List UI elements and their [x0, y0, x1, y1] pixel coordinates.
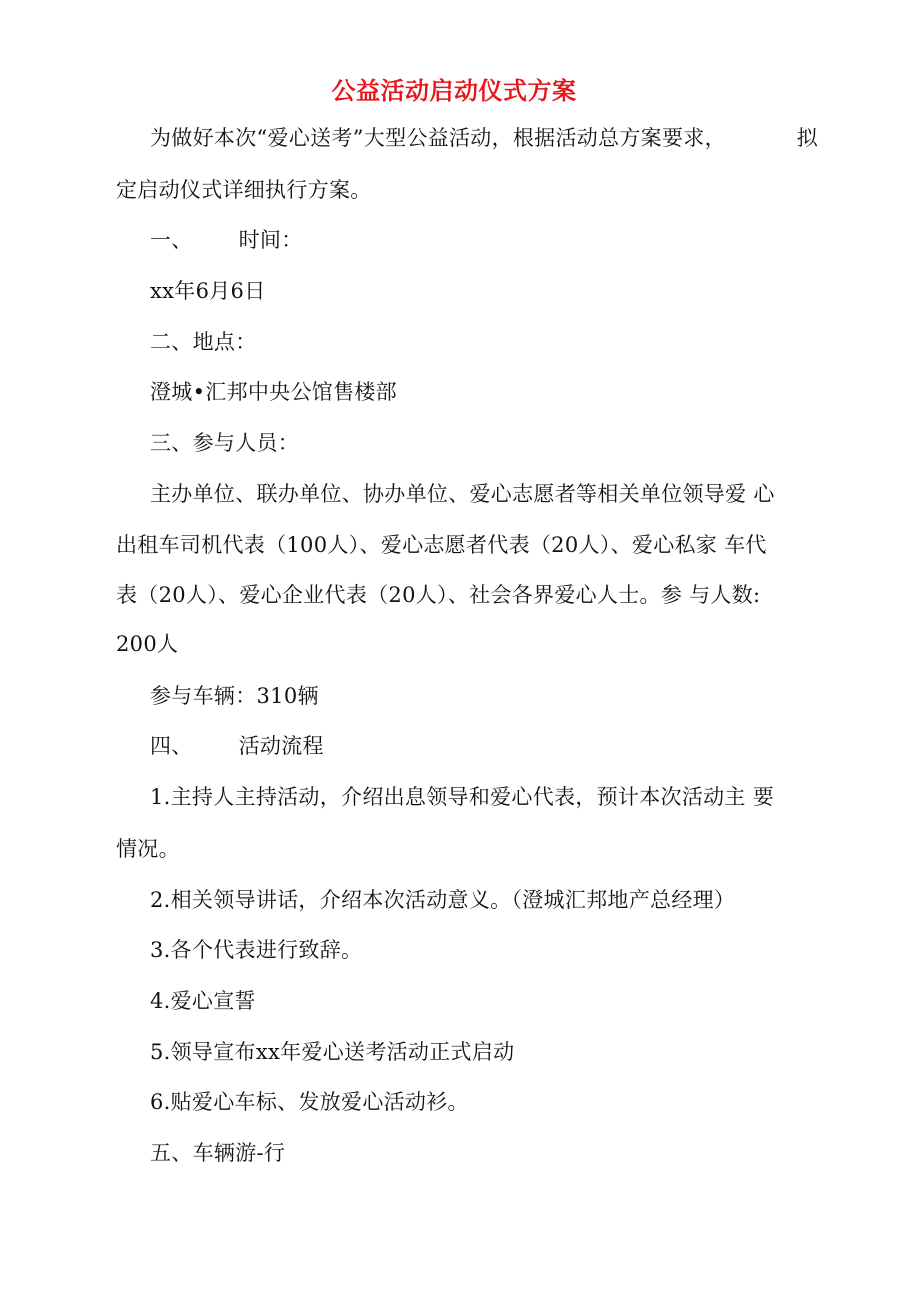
section-3-heading: 三、参与人员：: [150, 431, 300, 455]
section-1-heading: [150, 226, 303, 254]
document-title: 公益活动启动仪式方案: [331, 77, 577, 105]
step-1-line-2: 情况。: [116, 837, 180, 861]
intro-text-end: 拟: [796, 126, 818, 150]
vehicles-count: 参与车辆：310辆: [150, 684, 319, 708]
section-number: 四、: [150, 734, 193, 758]
section-4-heading: [150, 732, 324, 760]
section-label: 活动流程: [238, 734, 324, 758]
date-value: xx年6月6日: [150, 279, 266, 303]
step-4: 4.爱心宣誓: [150, 989, 256, 1013]
step-3: 3.各个代表进行致辞。: [150, 938, 363, 962]
section-label: 时间：: [238, 228, 303, 252]
section-2-heading: 二、地点：: [150, 330, 257, 354]
intro-line-1: [150, 124, 818, 152]
step-6: 6.贴爱心车标、发放爱心活动衫。: [150, 1090, 469, 1114]
participants-line-4: 200人: [116, 632, 179, 656]
step-5: 5.领导宣布xx年爱心送考活动正式启动: [150, 1040, 515, 1064]
intro-text: 为做好本次“爱心送考”大型公益活动，根据活动总方案要求，: [150, 126, 726, 150]
section-5-heading: 五、车辆游-行: [150, 1141, 286, 1165]
participants-line-3: 表（20人）、爱心企业代表（20人）、社会各界爱心人士。参 与人数:: [116, 583, 761, 607]
participants-line-1: 主办单位、联办单位、协办单位、爱心志愿者等相关单位领导爱 心: [150, 482, 775, 506]
intro-line-2: 定启动仪式详细执行方案。: [116, 178, 372, 202]
location-value: 澄城•汇邦中央公馆售楼部: [150, 380, 397, 404]
section-number: 一、: [150, 228, 193, 252]
step-2: 2.相关领导讲话，介绍本次活动意义。（澄城汇邦地产总经理）: [150, 888, 736, 912]
participants-line-2: 出租车司机代表（100人）、爱心志愿者代表（20人）、爱心私家 车代: [116, 533, 767, 557]
step-1-line-1: 1.主持人主持活动，介绍出息领导和爱心代表，预计本次活动主 要: [150, 785, 775, 809]
